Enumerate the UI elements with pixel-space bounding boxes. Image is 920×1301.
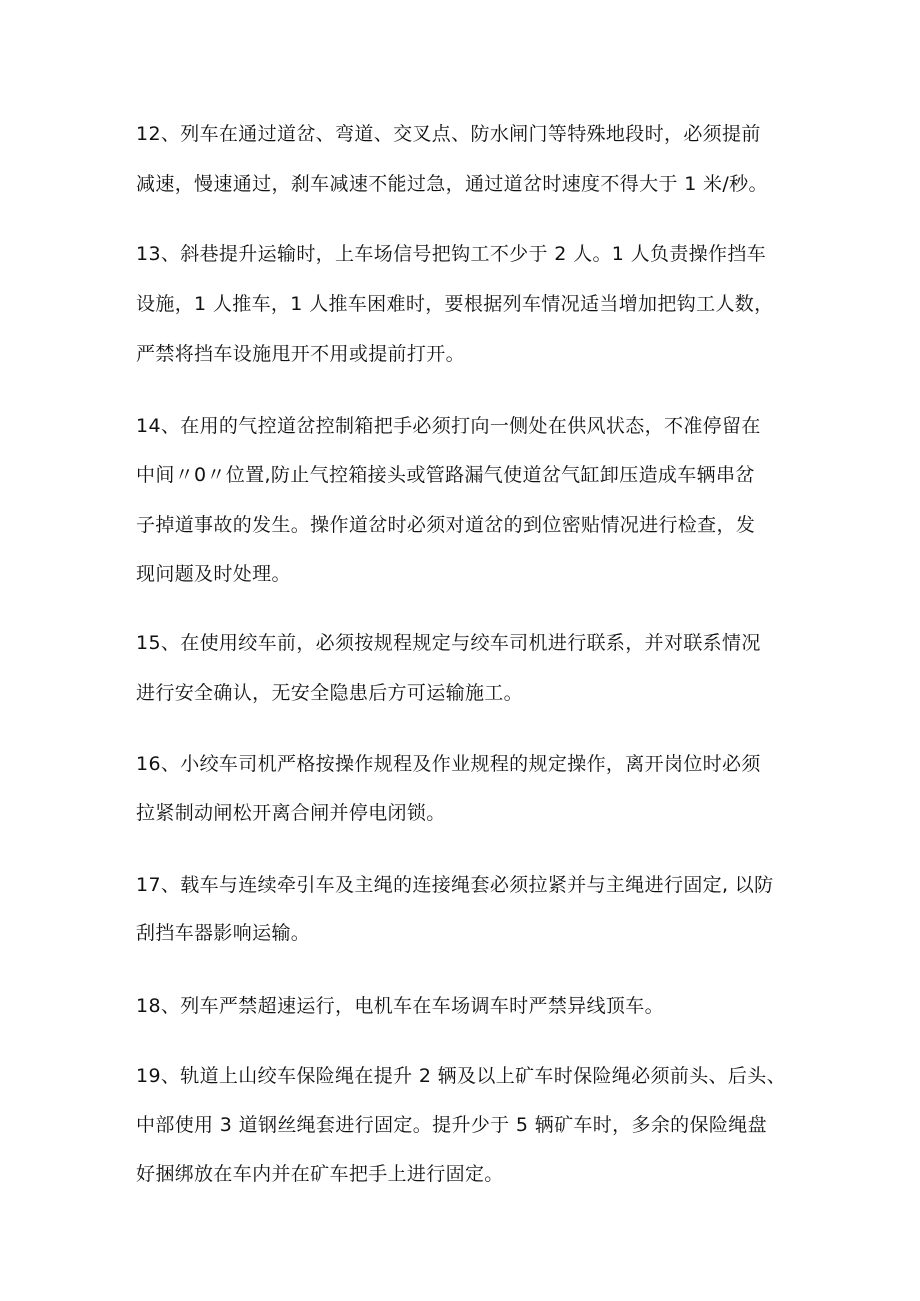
paragraph-14-line-4: 现问题及时处理。 [136,563,291,585]
paragraph-16-line-2: 拉紧制动闸松开离合闸并停电闭锁。 [136,802,446,824]
paragraph-12-line-2: 减速，慢速通过，刹车减速不能过急，通过道岔时速度不得大于 1 米/秒。 [136,173,768,195]
paragraph-19-line-1: 19、轨道上山绞车保险绳在提升 2 辆及以上矿车时保险绳必须前头、后头、 [136,1065,786,1087]
paragraph-15-line-2: 进行安全确认，无安全隐患后方可运输施工。 [136,682,524,704]
paragraph-16-line-1: 16、小绞车司机严格按操作规程及作业规程的规定操作，离开岗位时必须 [136,753,761,775]
paragraph-14-line-2: 中间〃0〃位置,防止气控箱接头或管路漏气使道岔气缸卸压造成车辆串岔 [136,464,755,486]
paragraph-12-line-1: 12、列车在通过道岔、弯道、交叉点、防水闸门等特殊地段时，必须提前 [136,123,761,145]
paragraph-13-line-3: 严禁将挡车设施甩开不用或提前打开。 [136,343,465,365]
paragraph-19-line-2: 中部使用 3 道钢丝绳套进行固定。提升少于 5 辆矿车时，多余的保险绳盘 [136,1114,767,1136]
paragraph-13-line-1: 13、斜巷提升运输时，上车场信号把钩工不少于 2 人。1 人负责操作挡车 [136,243,767,265]
paragraph-15-line-1: 15、在使用绞车前，必须按规程规定与绞车司机进行联系，并对联系情况 [136,632,761,654]
paragraph-13-line-2: 设施，1 人推车，1 人推车困难时，要根据列车情况适当增加把钩工人数， [136,293,774,315]
paragraph-14-line-1: 14、在用的气控道岔控制箱把手必须打向一侧处在供风状态，不准停留在 [136,415,761,437]
paragraph-14-line-3: 子掉道事故的发生。操作道岔时必须对道岔的到位密贴情况进行检查，发 [136,514,756,536]
paragraph-17-line-2: 刮挡车器影响运输。 [136,922,311,944]
paragraph-17-line-1: 17、载车与连续牵引车及主绳的连接绳套必须拉紧并与主绳进行固定, 以防 [136,874,774,896]
paragraph-18-line-1: 18、列车严禁超速运行，电机车在车场调车时严禁异线顶车。 [136,995,664,1017]
paragraph-19-line-3: 好捆绑放在车内并在矿车把手上进行固定。 [136,1163,504,1185]
